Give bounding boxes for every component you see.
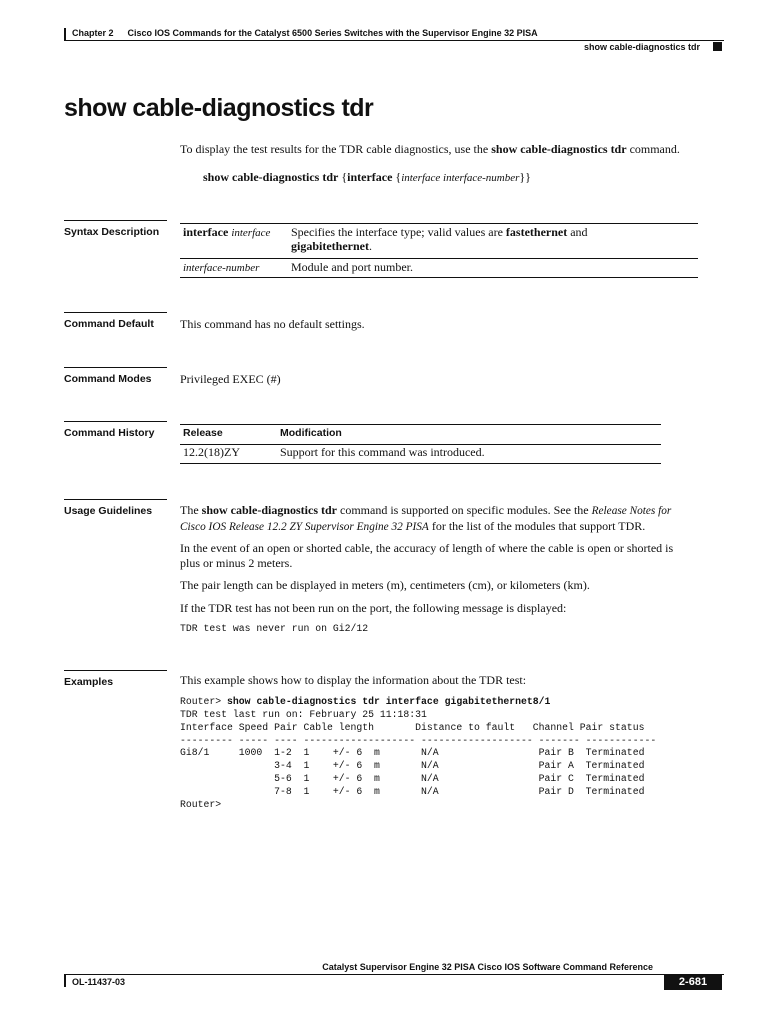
- footer-book-title: Catalyst Supervisor Engine 32 PISA Cisco IOS Software Command Reference: [322, 962, 653, 972]
- page-title: show cable-diagnostics tdr: [64, 94, 374, 122]
- usage-paragraph-1: [180, 503, 725, 535]
- code-example-output: TDR test last run on: February 25 11:18:31 Interface Speed Pair Cable length Distance to fault Channel Pair status --------- ----- ---- ------------------- ------------------- ------- ------------ Gi8/1 1000 1-2 1 +/- 6 m N/A Pair B Terminated 3-4 1 +/- 6 m N/A Pair A Terminated 5-6 1 +/- 6 m N/A Pair C Terminated 7-8 1 +/- 6 m N/A Pair D Terminated Router>: [180, 709, 657, 810]
- code-never-run: TDR test was never run on Gi2/12: [180, 623, 369, 634]
- section-usage-guidelines: Usage Guidelines: [64, 499, 167, 517]
- section-command-history: Command History: [64, 421, 167, 439]
- usage-text: command is supported on specific modules. See the: [337, 503, 592, 517]
- term-keyword: interface: [183, 225, 229, 239]
- header-rule: [64, 40, 724, 41]
- term-arg: interface: [231, 227, 271, 239]
- history-header-release: Release: [183, 427, 223, 439]
- usage-paragraph-2: [180, 541, 725, 571]
- usage-paragraph-4: If the TDR test has not been run on the port, the following message is displayed:: [180, 601, 567, 615]
- syntax-row2-term: interface-number: [183, 262, 260, 274]
- intro-suffix: command.: [626, 142, 680, 156]
- syntax-row2-desc: Module and port number.: [291, 260, 413, 274]
- footer-page-number: 2-681: [664, 974, 722, 990]
- section-command-modes: Command Modes: [64, 367, 167, 385]
- release-notes-ref: Release Notes for: [591, 505, 672, 517]
- command-modes-text: Privileged EXEC (#): [180, 372, 281, 386]
- syntax-args: interface interface-number: [401, 172, 520, 184]
- running-header: [72, 28, 538, 38]
- desc-value: gigabitethernet: [291, 239, 369, 253]
- header-marker: [713, 42, 722, 51]
- syntax-brace: {: [338, 170, 348, 184]
- section-syntax-description: Syntax Description: [64, 220, 167, 238]
- footer-bar: [64, 974, 66, 987]
- table-rule: [180, 424, 661, 425]
- running-title: show cable-diagnostics tdr: [583, 42, 700, 52]
- table-rule: [180, 258, 698, 259]
- command-default-text: This command has no default settings.: [180, 317, 365, 331]
- syntax-row1-desc: [291, 225, 691, 253]
- usage-command: show cable-diagnostics tdr: [201, 503, 337, 517]
- history-release: 12.2(18)ZY: [183, 445, 240, 459]
- table-rule: [180, 223, 698, 224]
- syntax-line: [203, 170, 531, 185]
- syntax-row1-term: [183, 225, 270, 240]
- table-rule: [180, 463, 661, 464]
- usage-text: The: [180, 503, 202, 517]
- usage-text: for the list of the modules that support TDR.: [428, 519, 646, 533]
- code-example-command: [180, 696, 550, 709]
- intro-command: show cable-diagnostics tdr: [491, 142, 627, 156]
- book-title: Cisco IOS Commands for the Catalyst 6500 Series Switches with the Supervisor Engine 32 PISA: [127, 28, 538, 38]
- footer-doc-number: OL-11437-03: [72, 977, 126, 987]
- header-bar: [64, 28, 66, 40]
- usage-text: In the event of an open or shorted cable, the accuracy of length of where the cable is open or shorted is: [180, 541, 674, 555]
- usage-paragraph-3: The pair length can be displayed in meters (m), centimeters (cm), or kilometers (km).: [180, 578, 590, 592]
- table-rule: [180, 277, 698, 278]
- chapter-label: Chapter 2: [72, 28, 114, 38]
- code-prompt: Router>: [180, 696, 228, 707]
- syntax-brace: }}: [519, 170, 531, 184]
- history-modification: Support for this command was introduced.: [280, 445, 485, 459]
- examples-intro: This example shows how to display the information about the TDR test:: [180, 673, 527, 687]
- footer-rule: [64, 974, 724, 975]
- syntax-brace: {: [392, 170, 402, 184]
- intro-paragraph: [180, 142, 725, 157]
- history-header-modification: Modification: [280, 427, 342, 439]
- section-examples: Examples: [64, 670, 167, 688]
- code-command: show cable-diagnostics tdr interface gigabitethernet8/1: [227, 696, 551, 707]
- desc-text: and: [567, 225, 588, 239]
- syntax-keyword: interface: [347, 170, 393, 184]
- usage-text: plus or minus 2 meters.: [180, 556, 293, 570]
- desc-text: Specifies the interface type; valid values are: [291, 225, 506, 239]
- desc-value: fastethernet: [505, 225, 568, 239]
- release-notes-ref: Cisco IOS Release 12.2 ZY Supervisor Engine 32 PISA: [180, 521, 429, 533]
- desc-text: .: [368, 239, 372, 253]
- section-command-default: Command Default: [64, 312, 167, 330]
- syntax-command: show cable-diagnostics tdr: [203, 170, 339, 184]
- intro-text: To display the test results for the TDR cable diagnostics, use the: [180, 142, 492, 156]
